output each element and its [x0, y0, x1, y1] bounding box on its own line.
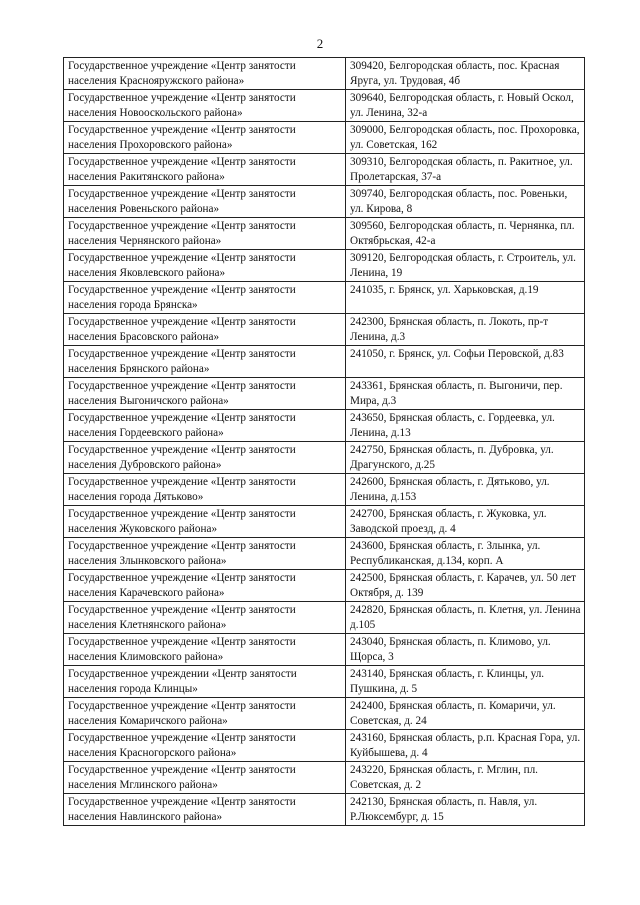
- address-cell: 309560, Белгородская область, п. Чернянка, пл. Октябрьская, 42-а: [346, 218, 585, 250]
- table-row: [64, 58, 585, 90]
- address-cell: 242500, Брянская область, г. Карачев, ул. 50 лет Октября, д. 139: [346, 570, 585, 602]
- address-cell: 243160, Брянская область, р.п. Красная Гора, ул. Куйбышева, д. 4: [346, 730, 585, 762]
- institution-name-cell: Государственное учреждение «Центр занятости населения Красногорского района»: [64, 730, 346, 762]
- institution-name-cell: Государственное учреждение «Центр занятости населения Чернянского района»: [64, 218, 346, 250]
- address-cell: 309420, Белгородская область, пос. Красная Яруга, ул. Трудовая, 4б: [346, 58, 585, 90]
- table-row: [64, 506, 585, 538]
- table-row: [64, 314, 585, 346]
- page-number: 2: [316, 36, 324, 51]
- address-cell: 242130, Брянская область, п. Навля, ул. Р.Люксембург, д. 15: [346, 794, 585, 826]
- address-cell: 242750, Брянская область, п. Дубровка, ул. Драгунского, д.25: [346, 442, 585, 474]
- table-row: [64, 794, 585, 826]
- institution-name-cell: Государственное учреждение «Центр занятости населения Выгоничского района»: [64, 378, 346, 410]
- table-row: [64, 90, 585, 122]
- institution-name-cell: Государственное учреждение «Центр занятости населения Карачевского района»: [64, 570, 346, 602]
- institution-name-cell: Государственное учреждение «Центр занятости населения Краснояружского района»: [64, 58, 346, 90]
- address-cell: 243040, Брянская область, п. Климово, ул. Щорса, 3: [346, 634, 585, 666]
- table-row: [64, 762, 585, 794]
- institution-name-cell: Государственное учреждение «Центр занятости населения Мглинского района»: [64, 762, 346, 794]
- table-row: [64, 442, 585, 474]
- address-cell: 242820, Брянская область, п. Клетня, ул. Ленина д.105: [346, 602, 585, 634]
- address-cell: 242400, Брянская область, п. Комаричи, ул. Советская, д. 24: [346, 698, 585, 730]
- table-row: [64, 538, 585, 570]
- table-row: [64, 570, 585, 602]
- institution-name-cell: Государственное учреждении «Центр занятости населения города Клинцы»: [64, 666, 346, 698]
- institution-name-cell: Государственное учреждение «Центр занятости населения Дубровского района»: [64, 442, 346, 474]
- address-cell: 309310, Белгородская область, п. Ракитное, ул. Пролетарская, 37-а: [346, 154, 585, 186]
- table-row: [64, 282, 585, 314]
- address-cell: 242600, Брянская область, г. Дятьково, ул. Ленина, д.153: [346, 474, 585, 506]
- address-cell: 309120, Белгородская область, г. Строитель, ул. Ленина, 19: [346, 250, 585, 282]
- table-row: [64, 154, 585, 186]
- address-cell: 241035, г. Брянск, ул. Харьковская, д.19: [346, 282, 585, 314]
- address-cell: 243650, Брянская область, с. Гордеевка, ул. Ленина, д.13: [346, 410, 585, 442]
- table-row: [64, 378, 585, 410]
- table-row: [64, 410, 585, 442]
- address-cell: 242700, Брянская область, г. Жуковка, ул. Заводской проезд, д. 4: [346, 506, 585, 538]
- table-row: [64, 602, 585, 634]
- address-cell: 243220, Брянская область, г. Мглин, пл. Советская, д. 2: [346, 762, 585, 794]
- address-cell: 309640, Белгородская область, г. Новый Оскол, ул. Ленина, 32-а: [346, 90, 585, 122]
- institution-name-cell: Государственное учреждение «Центр занятости населения Яковлевского района»: [64, 250, 346, 282]
- institution-name-cell: Государственное учреждение «Центр занятости населения Брасовского района»: [64, 314, 346, 346]
- table-row: [64, 122, 585, 154]
- address-cell: 243361, Брянская область, п. Выгоничи, пер. Мира, д.3: [346, 378, 585, 410]
- institution-name-cell: Государственное учреждение «Центр занятости населения города Брянска»: [64, 282, 346, 314]
- address-cell: 309740, Белгородская область, пос. Ровеньки, ул. Кирова, 8: [346, 186, 585, 218]
- institutions-table: [63, 57, 585, 826]
- institution-name-cell: Государственное учреждение «Центр занятости населения Жуковского района»: [64, 506, 346, 538]
- table-row: [64, 474, 585, 506]
- table-body: [64, 58, 585, 826]
- table-row: [64, 698, 585, 730]
- table-row: [64, 346, 585, 378]
- institution-name-cell: Государственное учреждение «Центр занятости населения Гордеевского района»: [64, 410, 346, 442]
- institution-name-cell: Государственное учреждение «Центр занятости населения Комаричского района»: [64, 698, 346, 730]
- table-row: [64, 218, 585, 250]
- table-row: [64, 186, 585, 218]
- institution-name-cell: Государственное учреждение «Центр занятости населения Ровеньского района»: [64, 186, 346, 218]
- institution-name-cell: Государственное учреждение «Центр занятости населения Новооскольского района»: [64, 90, 346, 122]
- institution-name-cell: Государственное учреждение «Центр занятости населения Брянского района»: [64, 346, 346, 378]
- table-row: [64, 666, 585, 698]
- address-cell: 243140, Брянская область, г. Клинцы, ул. Пушкина, д. 5: [346, 666, 585, 698]
- institution-name-cell: Государственное учреждение «Центр занятости населения Ракитянского района»: [64, 154, 346, 186]
- institution-name-cell: Государственное учреждение «Центр занятости населения города Дятьково»: [64, 474, 346, 506]
- institution-name-cell: Государственное учреждение «Центр занятости населения Клетнянского района»: [64, 602, 346, 634]
- address-cell: 309000, Белгородская область, пос. Прохоровка, ул. Советская, 162: [346, 122, 585, 154]
- table-row: [64, 250, 585, 282]
- institution-name-cell: Государственное учреждение «Центр занятости населения Прохоровского района»: [64, 122, 346, 154]
- table-row: [64, 634, 585, 666]
- institution-name-cell: Государственное учреждение «Центр занятости населения Климовского района»: [64, 634, 346, 666]
- address-cell: 242300, Брянская область, п. Локоть, пр-т Ленина, д.3: [346, 314, 585, 346]
- institution-name-cell: Государственное учреждение «Центр занятости населения Злынковского района»: [64, 538, 346, 570]
- address-cell: 243600, Брянская область, г. Злынка, ул. Республиканская, д.134, корп. А: [346, 538, 585, 570]
- table-row: [64, 730, 585, 762]
- institution-name-cell: Государственное учреждение «Центр занятости населения Навлинского района»: [64, 794, 346, 826]
- address-cell: 241050, г. Брянск, ул. Софьи Перовской, д.83: [346, 346, 585, 378]
